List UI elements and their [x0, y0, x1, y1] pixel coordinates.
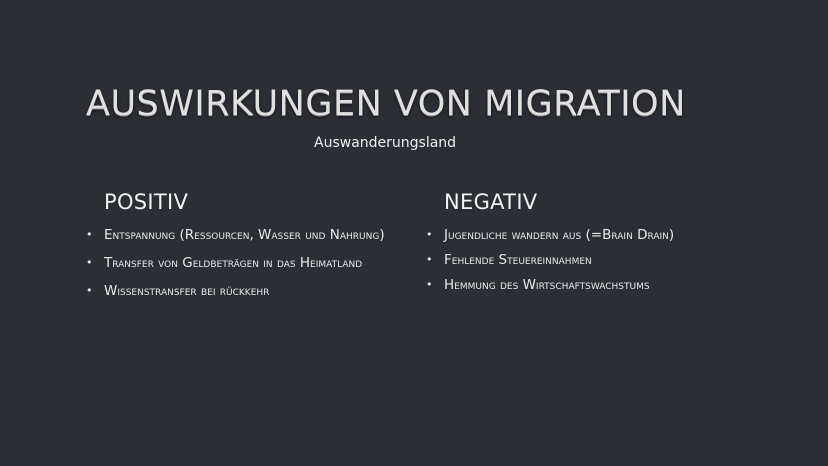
slide-subtitle: Auswanderungsland — [314, 135, 457, 151]
list-item — [426, 251, 756, 269]
negativ-heading: NEGATIV — [444, 190, 538, 214]
bullet-icon: • — [426, 228, 433, 241]
bullet-icon: • — [86, 228, 93, 241]
list-item — [426, 276, 756, 294]
list-item-text: Hemmung des Wirtschaftswachstums — [444, 277, 650, 293]
bullet-icon: • — [426, 278, 433, 291]
bullet-icon: • — [86, 284, 93, 297]
list-item — [86, 254, 386, 272]
bullet-icon: • — [426, 253, 433, 266]
positiv-list — [86, 226, 386, 310]
list-item-text: Transfer von Geldbeträgen in das Heimatland — [104, 255, 363, 271]
bullet-icon: • — [86, 256, 93, 269]
list-item — [86, 226, 386, 244]
positiv-heading: POSITIV — [104, 190, 189, 214]
slide-title: AUSWIRKUNGEN VON MIGRATION — [86, 84, 686, 124]
negativ-list — [426, 226, 756, 301]
list-item — [86, 282, 386, 300]
list-item-text: Entspannung (Ressourcen, Wasser und Nahrung) — [104, 227, 385, 243]
list-item-text: Wissenstransfer bei rückkehr — [104, 283, 270, 299]
list-item-text: Jugendliche wandern aus (=Brain Drain) — [444, 227, 675, 243]
list-item-text: Fehlende Steuereinnahmen — [444, 252, 592, 268]
list-item — [426, 226, 756, 244]
